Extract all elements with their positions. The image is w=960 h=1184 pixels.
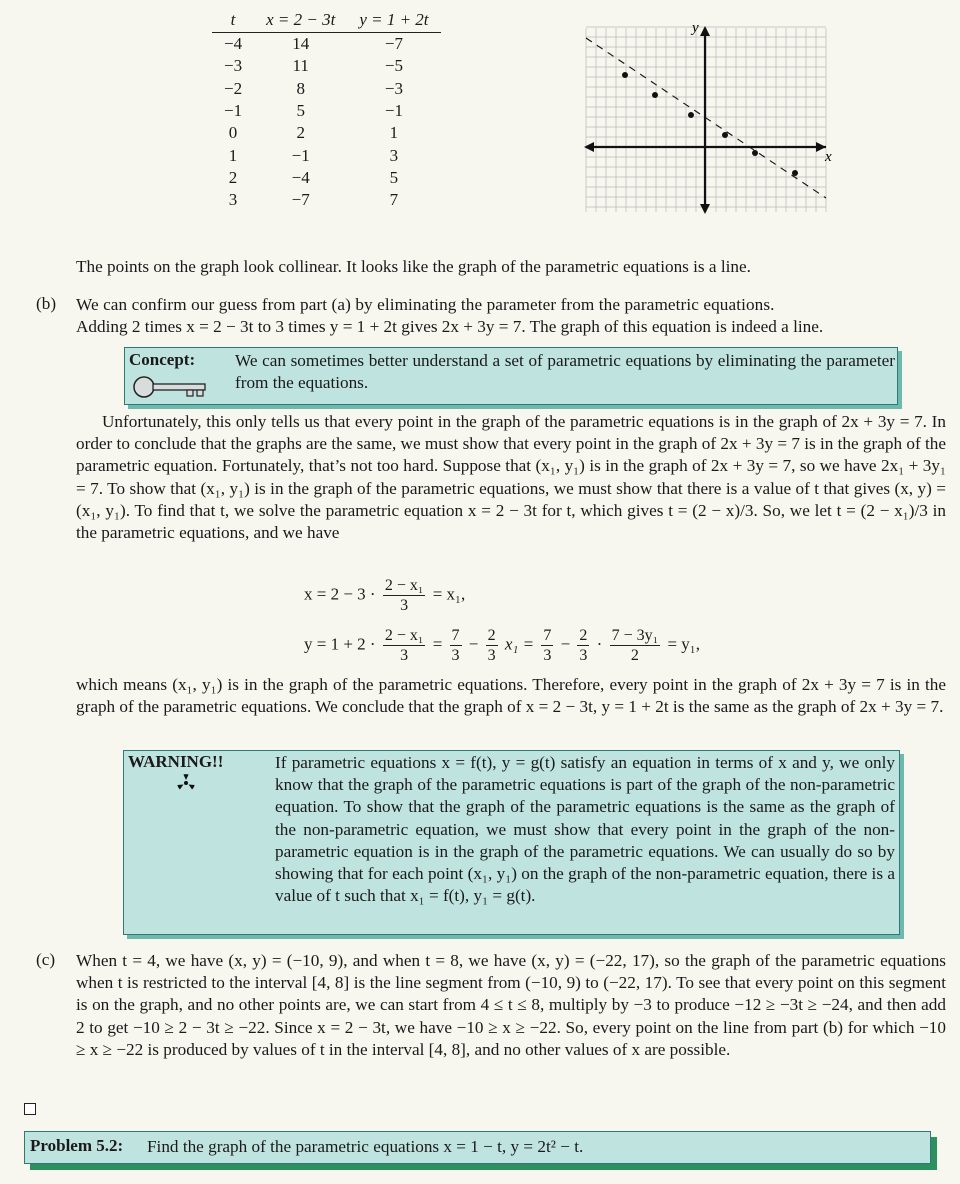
graph-point xyxy=(722,132,728,138)
eq2-minus-2: − xyxy=(560,634,571,654)
eq2-fraction-2 xyxy=(450,626,462,665)
collinear-paragraph: The points on the graph look collinear. It looks like the graph of the parametric equations is a line. xyxy=(76,257,751,276)
table-cell: −1 xyxy=(224,101,243,121)
graph-point xyxy=(752,150,758,156)
graph xyxy=(578,20,838,220)
graph-point xyxy=(792,170,798,176)
table-cell: 8 xyxy=(296,78,305,98)
eq2-x1: x₁ = xyxy=(504,634,535,654)
table-cell: −7 xyxy=(384,34,403,54)
unfortunately-paragraph: Unfortunately, this only tells us that every point in the graph of the parametric equations is in the graph of 2x + 3y = 7. In order to conclude that the graphs are the same, we must show that every point in the graph of 2x + 3y = 7 is in the graph of the parametric equation. Fortunately, that’s not too hard. Suppose that (x₁, y₁) is in the graph of 2x + 3y = 7, so we have 2x₁ + 3y₁ = 7. To show that (x₁, y₁) is in the graph of the parametric equations, we must show that there is a value of t that gives (x, y) = (x₁, y₁). To find that t, we solve the parametric equation x = 2 − 3t for t, which gives t = (2 − x)/3. So, we let t = (2 − x₁)/3 in the parametric equations, and we have xyxy=(76,412,946,543)
part-b-label: (b) xyxy=(36,294,57,313)
part-c-label: (c) xyxy=(36,950,56,969)
eq2-minus-1: − xyxy=(468,634,479,654)
eq2-f4-numerator: 7 xyxy=(543,627,552,644)
eq2-fraction-4 xyxy=(541,626,553,665)
table-cell: 7 xyxy=(389,190,399,210)
table-cell: −3 xyxy=(384,78,403,98)
table-cell: −3 xyxy=(224,56,243,76)
y-axis-arrow-down xyxy=(700,204,710,214)
eq2-f1-denominator: 3 xyxy=(400,647,409,664)
table-row xyxy=(212,33,441,56)
eq2-f6-denominator: 2 xyxy=(630,647,639,664)
eq2-lhs: y = 1 + 2 · xyxy=(304,634,376,654)
warning-body: If parametric equations x = f(t), y = g(t) satisfy an equation in terms of x and y, we only know that the graph of the parametric equations is part of the graph of the non-parametric equation. To show that the graph of the parametric equations is the same as the graph of the non-parametric equation, we must show that every point in the graph of the non-parametric equation is in the graph of the parametric equations. We can usually do so by showing that for each point (x₁, y₁) on the graph of the non-parametric equation, there is a value of t such that x₁ = f(t), y₁ = g(t). xyxy=(275,753,895,906)
eq1-denominator: 3 xyxy=(400,597,409,614)
eq2-dot: · xyxy=(596,634,603,654)
part-b-line2: Adding 2 times x = 2 − 3t to 3 times y = 1 + 2t gives 2x + 3y = 7. The graph of this equation is indeed a line. xyxy=(76,317,824,336)
table-cell: 2 xyxy=(228,167,238,187)
eq1-fraction xyxy=(383,576,426,615)
eq2-f3-numerator: 2 xyxy=(487,627,496,644)
table-cell: −4 xyxy=(224,34,243,54)
table-row xyxy=(212,78,441,100)
part-c-body: When t = 4, we have (x, y) = (−10, 9), and when t = 8, we have (x, y) = (−22, 17), so the graph of the parametric equations when t is restricted to the interval [4, 8] is the line segment from (−10, 9) to (−22, 17). To see that every point on this segment is on the graph, and no other points are, we can start from 4 ≤ t ≤ 8, multiply by −3 to produce −12 ≥ −3t ≥ −24, and then add 2 to get −10 ≥ 2 − 3t ≥ −22. Since x = 2 − 3t, we have −10 ≥ x ≥ −22. So, every point on the line from part (b) for which −10 ≥ x ≥ −22 is produced by values of t in the interval [4, 8], and no other values of x are possible. xyxy=(76,951,946,1059)
table-cell: 2 xyxy=(296,123,305,143)
x-axis-label: x xyxy=(825,149,832,165)
table-cell: −5 xyxy=(384,56,403,76)
equation-1 xyxy=(304,576,465,615)
eq2-fraction-6 xyxy=(610,626,661,665)
table-cell: 3 xyxy=(228,190,238,210)
eq1-rhs: = x₁, xyxy=(432,584,466,604)
concept-box xyxy=(124,347,898,405)
problem-box xyxy=(24,1131,931,1164)
eq2-f2-denominator: 3 xyxy=(451,647,460,664)
table-cell: 3 xyxy=(389,145,399,165)
eq2-fraction-5 xyxy=(577,626,589,665)
eq2-fraction-3 xyxy=(486,626,498,665)
table-cell: 0 xyxy=(228,123,238,143)
table-row xyxy=(212,100,441,122)
problem-heading: Problem 5.2: xyxy=(30,1136,124,1155)
y-axis-arrow-up xyxy=(700,26,710,36)
table-header-row xyxy=(212,8,441,33)
eq2-f4-denominator: 3 xyxy=(543,647,552,664)
table-row xyxy=(212,144,441,166)
table-header-t: t xyxy=(212,8,254,33)
warning-box xyxy=(123,750,900,935)
graph-points xyxy=(622,72,798,176)
table-row xyxy=(212,167,441,189)
warning-heading: WARNING!! xyxy=(128,752,224,771)
eq1-lhs: x = 2 − 3 · xyxy=(304,584,376,604)
eq2-f5-denominator: 3 xyxy=(579,647,588,664)
table-cell: −1 xyxy=(384,101,403,121)
table-cell: 5 xyxy=(296,101,305,121)
table-cell: −7 xyxy=(291,190,310,210)
concept-body: We can sometimes better understand a set of parametric equations by eliminating the parameter from the equations. xyxy=(235,351,895,393)
table-cell: −2 xyxy=(224,78,243,98)
table-cell: 1 xyxy=(228,145,238,165)
eq2-f3-denominator: 3 xyxy=(487,647,496,664)
table-cell: −4 xyxy=(291,167,310,187)
which-means-paragraph: which means (x₁, y₁) is in the graph of the parametric equations. Therefore, every point in the graph of 2x + 3y = 7 is in the graph of the parametric equations. We conclude that the graph of x = 2 − 3t, y = 1 + 2t is the same as the graph of 2x + 3y = 7. xyxy=(76,675,946,717)
concept-heading: Concept: xyxy=(129,350,196,369)
eq2-f1-numerator: 2 − x₁ xyxy=(384,627,424,644)
table-header-x: x = 2 − 3t xyxy=(254,8,347,33)
x-axis-arrow-left xyxy=(584,142,594,152)
radiation-icon xyxy=(176,773,196,793)
table-row xyxy=(212,189,441,211)
eq2-f5-numerator: 2 xyxy=(579,627,588,644)
graph-point xyxy=(688,112,694,118)
eq1-numerator: 2 − x₁ xyxy=(384,577,424,594)
equation-2 xyxy=(304,626,700,665)
end-of-proof-square xyxy=(24,1103,36,1115)
table-header-y: y = 1 + 2t xyxy=(347,8,440,33)
key-icon xyxy=(131,375,209,399)
table-cell: 1 xyxy=(389,123,399,143)
eq2-f2-numerator: 7 xyxy=(451,627,460,644)
graph-point xyxy=(652,92,658,98)
graph-point xyxy=(622,72,628,78)
y-axis-label: y xyxy=(692,20,699,36)
eq2-equals-1: = xyxy=(432,634,443,654)
table-row xyxy=(212,55,441,77)
eq2-f6-numerator: 7 − 3y₁ xyxy=(611,627,659,644)
eq2-fraction-1 xyxy=(383,626,426,665)
problem-body: Find the graph of the parametric equations x = 1 − t, y = 2t² − t. xyxy=(147,1137,584,1156)
part-b-line1: We can confirm our guess from part (a) by eliminating the parameter from the parametric equations. xyxy=(76,295,775,314)
table-cell: 14 xyxy=(292,34,310,54)
eq2-rhs: = y₁, xyxy=(667,634,700,654)
data-table xyxy=(212,8,441,211)
table-cell: −1 xyxy=(291,145,310,165)
table-body xyxy=(212,33,441,212)
table-row xyxy=(212,122,441,144)
table-cell: 5 xyxy=(389,167,399,187)
table-cell: 11 xyxy=(292,56,309,76)
